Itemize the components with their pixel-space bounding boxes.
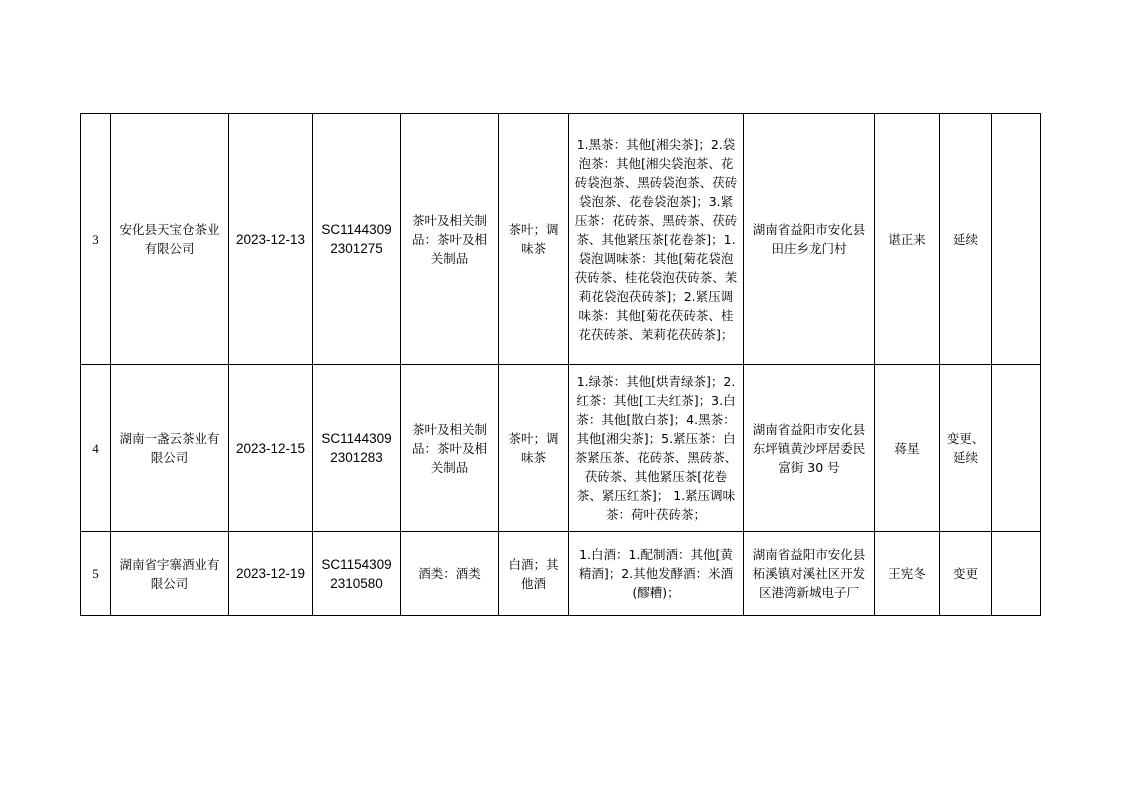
production-address: 湖南省益阳市安化县柘溪镇对溪社区开发区港湾新城电子厂 — [744, 532, 875, 616]
change-type: 变更、延续 — [940, 365, 992, 532]
production-scope: 1.黑茶：其他[湘尖茶]；2.袋泡茶：其他[湘尖袋泡茶、花砖袋泡茶、黑砖袋泡茶、茯砖袋泡茶、花卷袋泡茶]；3.紧压茶：花砖茶、黑砖茶、茯砖茶、其他紧压茶[花卷茶]；1.袋泡调味茶：其他[菊花袋泡茯砖茶、桂花袋泡茯砖茶、茉莉花袋泡茯砖茶]；2.紧压调味茶：其他[菊花茯砖茶、桂花茯砖茶、茉莉花茯砖茶]； — [569, 114, 744, 365]
license-table — [80, 113, 1041, 616]
company-name: 安化县天宝仓茶业有限公司 — [111, 114, 229, 365]
food-category: 茶叶及相关制品：茶叶及相关制品 — [401, 114, 499, 365]
issue-date: 2023-12-15 — [229, 365, 313, 532]
issue-date: 2023-12-19 — [229, 532, 313, 616]
remark-cell — [992, 114, 1041, 365]
issue-date: 2023-12-13 — [229, 114, 313, 365]
production-address: 湖南省益阳市安化县田庄乡龙门村 — [744, 114, 875, 365]
license-number: SC11443092301283 — [313, 365, 401, 532]
food-category: 茶叶及相关制品：茶叶及相关制品 — [401, 365, 499, 532]
change-type: 延续 — [940, 114, 992, 365]
food-type: 茶叶；调味茶 — [499, 114, 569, 365]
food-type: 茶叶；调味茶 — [499, 365, 569, 532]
food-type: 白酒；其他酒 — [499, 532, 569, 616]
row-seq: 5 — [81, 532, 111, 616]
company-name: 湖南省宇寨酒业有限公司 — [111, 532, 229, 616]
production-address: 湖南省益阳市安化县东坪镇黄沙坪居委民富街 30 号 — [744, 365, 875, 532]
row-seq: 4 — [81, 365, 111, 532]
table-row — [81, 114, 1041, 365]
change-type: 变更 — [940, 532, 992, 616]
legal-person: 王宪冬 — [875, 532, 940, 616]
production-scope: 1.绿茶：其他[烘青绿茶]；2.红茶：其他[工夫红茶]；3.白茶：其他[散白茶]；4.黑茶：其他[湘尖茶]；5.紧压茶：白茶紧压茶、花砖茶、黑砖茶、茯砖茶、其他紧压茶[花卷茶、紧压红茶]； 1.紧压调味茶：荷叶茯砖茶； — [569, 365, 744, 532]
remark-cell — [992, 365, 1041, 532]
row-seq: 3 — [81, 114, 111, 365]
remark-cell — [992, 532, 1041, 616]
table-row — [81, 365, 1041, 532]
license-number: SC11543092310580 — [313, 532, 401, 616]
license-number: SC11443092301275 — [313, 114, 401, 365]
company-name: 湖南一盏云茶业有限公司 — [111, 365, 229, 532]
legal-person: 蒋星 — [875, 365, 940, 532]
food-category: 酒类：酒类 — [401, 532, 499, 616]
table-row — [81, 532, 1041, 616]
legal-person: 谌正来 — [875, 114, 940, 365]
production-scope: 1.白酒：1.配制酒：其他[黄精酒]；2.其他发酵酒：米酒(醪糟)； — [569, 532, 744, 616]
